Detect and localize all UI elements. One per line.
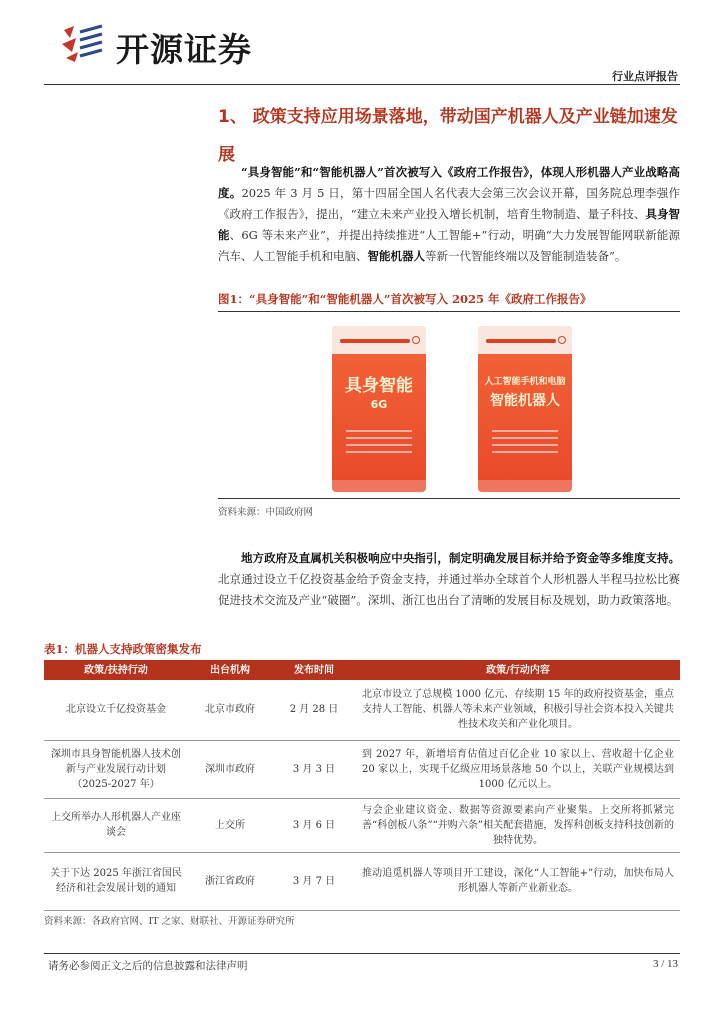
- table-row: [44, 680, 680, 740]
- paragraph-policy: [218, 162, 680, 267]
- phone-screenshot-left: [332, 326, 426, 492]
- table-header-cell: 政策/行动内容: [356, 660, 680, 680]
- phone-body-text: [346, 430, 412, 458]
- policy-name: 深圳市具身智能机器人技术创新与产业发展行动计划（2025-2027 年）: [44, 740, 188, 798]
- kaiyuan-logo-icon: [60, 24, 106, 64]
- table-header-cell: 发布时间: [272, 660, 356, 680]
- header-divider: [44, 84, 680, 85]
- paragraph-local-lead: 地方政府及直属机关积极响应中央指引，制定明确发展目标并给予资金等多维度支持。: [241, 551, 680, 565]
- search-icon: [558, 336, 566, 344]
- policy-org: 北京市政府: [188, 680, 272, 740]
- policy-table: [44, 660, 680, 911]
- page-header: [0, 0, 724, 86]
- paragraph-local-text: 北京通过设立千亿投资基金给予资金支持，并通过举办全球首个人形机器人半程马拉松比赛促进技术交流及产业“破圈”。深圳、浙江也出台了清晰的发展目标及规划，助力政策落地。: [218, 572, 680, 607]
- policy-org: 上交所: [188, 798, 272, 852]
- footer-disclaimer: 请务必参阅正文之后的信息披露和法律声明: [48, 960, 248, 972]
- phone-footer: [332, 480, 426, 492]
- policy-name: 上交所举办人形机器人产业座谈会: [44, 798, 188, 852]
- policy-date: 3 月 6 日: [272, 798, 356, 852]
- report-type-label: 行业点评报告: [612, 70, 678, 83]
- phone-headline: 智能机器人: [490, 393, 560, 409]
- paragraph-policy-text-3: 等新一代智能终端以及智能制造装备”。: [425, 249, 627, 263]
- page-number: 3 / 13: [652, 958, 678, 970]
- section-title: 1、 政策支持应用场景落地，带动国产机器人及产业链加速发展: [218, 107, 678, 165]
- table-header-cell: 政策/扶持行动: [44, 660, 188, 680]
- phone-footer: [478, 480, 572, 492]
- phone-body-text: [492, 430, 558, 458]
- phone-headline-top: 人工智能手机和电脑: [484, 377, 566, 387]
- policy-name: 北京设立千亿投资基金: [44, 680, 188, 740]
- policy-content: 到 2027 年，新增培育估值过百亿企业 10 家以上、营收超十亿企业 20 家以上，实现千亿级应用场景落地 50 个以上，关联产业规模达到 1000 亿元以上。: [356, 740, 680, 798]
- policy-content: 北京市设立了总规模 1000 亿元、存续期 15 年的政府投资基金，重点支持人工智能、机器人等未来产业领域，积极引导社会资本投入关键共性技术攻关和产业化项目。: [356, 680, 680, 740]
- figure-source: 资料来源：中国政府网: [218, 498, 680, 518]
- policy-date: 2 月 28 日: [272, 680, 356, 740]
- paragraph-policy-text-1: 2025 年 3 月 5 日，第十四届全国人名代表大会第三次会议开幕，国务院总理李强作《政府工作报告》，提出，“建立未来产业投入增长机制，培育生物制造、量子科技、: [218, 186, 680, 221]
- policy-name: 关于下达 2025 年浙江省国民经济和社会发展计划的通知: [44, 852, 188, 910]
- phone-headline: 具身智能: [345, 376, 413, 396]
- phone-screenshot-right: [478, 326, 572, 492]
- table-row: [44, 798, 680, 852]
- policy-date: 3 月 3 日: [272, 740, 356, 798]
- policy-content: 推动追觅机器人等项目开工建设，深化“人工智能+”行动，加快布局人形机器人等新产业新业态。: [356, 852, 680, 910]
- paragraph-local: [218, 548, 680, 611]
- paragraph-policy-text-2: 、6G 等未来产业”，并提出持续推进“人工智能+”行动，明确“大力发展智能网联新能源汽车、人工智能手机和电脑、: [218, 228, 681, 263]
- table-row: [44, 740, 680, 798]
- brand-name: 开源证券: [116, 30, 252, 69]
- policy-org: 浙江省政府: [188, 852, 272, 910]
- table-header-cell: 出台机构: [188, 660, 272, 680]
- table-source: 资料来源：各政府官网、IT 之家、财联社、开源证券研究所: [44, 916, 295, 927]
- table-caption: 表1：机器人支持政策密集发布: [44, 642, 202, 656]
- policy-org: 深圳市政府: [188, 740, 272, 798]
- keyword-embodied-ai: 具身智能: [218, 207, 680, 242]
- table-row: [44, 852, 680, 910]
- figure-image: [218, 312, 680, 498]
- table-header-row: [44, 660, 680, 680]
- search-icon: [412, 336, 420, 344]
- keyword-smart-robot: 智能机器人: [367, 249, 425, 263]
- phone-subheadline: 6G: [370, 398, 388, 411]
- paragraph-policy-lead: “具身智能”和“智能机器人”首次被写入《政府工作报告》，体现人形机器人产业战略高度。: [218, 165, 680, 200]
- policy-content: 与会企业建议资金、数据等资源要素向产业聚集。上交所将抓紧完善“科创板八条”“并购六条”相关配套措施，发挥科创板支持科技创新的独特优势。: [356, 798, 680, 852]
- policy-date: 3 月 7 日: [272, 852, 356, 910]
- phone-topbar: [332, 326, 426, 354]
- footer-divider: [44, 953, 680, 954]
- figure-caption: 图1：“具身智能”和“智能机器人”首次被写入 2025 年《政府工作报告》: [218, 291, 680, 312]
- phone-topbar: [478, 326, 572, 354]
